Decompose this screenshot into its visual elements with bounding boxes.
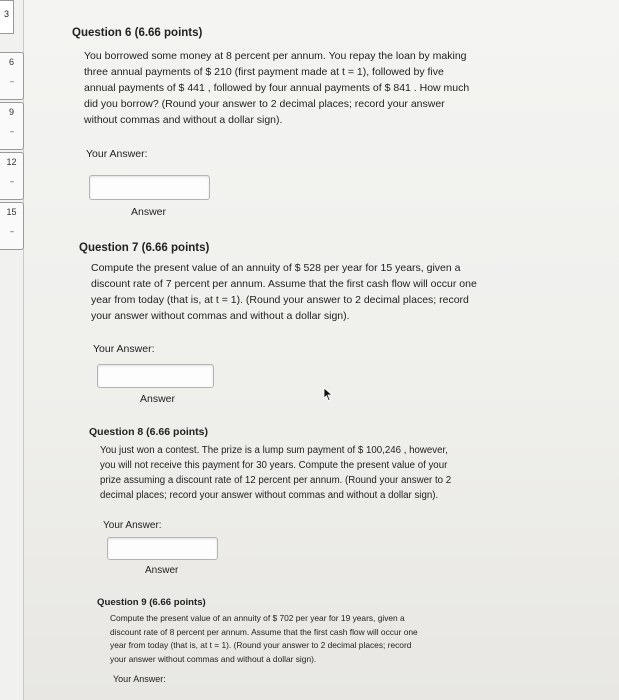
question-line: year from today (that is, at t = 1). (Round your answer to 2 decimal places; record xyxy=(110,640,412,650)
question-text xyxy=(91,260,539,324)
question-line: prize assuming a discount rate of 12 percent per annum. (Round your answer to 2 xyxy=(100,475,452,486)
answer-caption: Answer xyxy=(131,206,167,218)
question-line: discount rate of 8 percent per annum. Assume that the first cash flow will occur one xyxy=(110,626,418,637)
nav-number: 6 xyxy=(8,57,14,67)
nav-number: 12 xyxy=(6,157,17,167)
nav-status: -- xyxy=(9,177,14,186)
question-6 xyxy=(72,27,532,160)
nav-question-15[interactable] xyxy=(0,202,24,250)
answer-input[interactable] xyxy=(89,175,210,200)
question-text xyxy=(100,443,539,503)
question-line: You borrowed some money at 8 percent per annum. You repay the loan by making xyxy=(84,50,467,62)
question-line: your answer without commas and without a dollar sign). xyxy=(110,653,317,664)
current-page-flag[interactable] xyxy=(0,0,14,34)
nav-question-12[interactable] xyxy=(0,152,24,200)
nav-status: -- xyxy=(9,227,14,236)
question-title: Question 9 (6.66 points) xyxy=(97,597,206,608)
question-line: Compute the present value of an annuity of $ 702 per year for 19 years, given a xyxy=(110,613,405,623)
answer-input[interactable] xyxy=(97,364,214,388)
question-line: You just won a contest. The prize is a lump sum payment of $ 100,246 , however, xyxy=(100,445,448,456)
mouse-cursor-icon xyxy=(322,387,334,401)
answer-caption: Answer xyxy=(145,565,179,576)
question-text xyxy=(84,48,532,128)
question-line: Compute the present value of an annuity of $ 528 per year for 15 years, given a xyxy=(91,262,461,274)
nav-status: -- xyxy=(9,127,14,136)
question-line: three annual payments of $ 210 (first payment made at t = 1), followed by five xyxy=(84,66,444,78)
question-line: discount rate of 7 percent per annum. Assume that the first cash flow will occur one xyxy=(91,278,477,290)
question-7 xyxy=(79,242,539,355)
question-text xyxy=(110,612,547,666)
nav-status: -- xyxy=(9,77,14,86)
question-line: did you borrow? (Round your answer to 2 decimal places; record your answer xyxy=(84,98,445,110)
question-title: Question 7 (6.66 points) xyxy=(79,242,210,254)
your-answer-label: Your Answer: xyxy=(93,343,155,355)
question-8 xyxy=(89,426,539,531)
question-navigator xyxy=(0,0,24,700)
question-line: year from today (that is, at t = 1). (Round your answer to 2 decimal places; record xyxy=(91,294,469,306)
your-answer-label: Your Answer: xyxy=(103,520,162,531)
question-line: annual payments of $ 441 , followed by four annual payments of $ 841 . How much xyxy=(84,82,470,94)
nav-question-9[interactable] xyxy=(0,102,24,150)
answer-input[interactable] xyxy=(107,537,218,560)
current-page-number: 3 xyxy=(3,9,9,19)
question-line: decimal places; record your answer without commas and without a dollar sign). xyxy=(100,490,439,501)
nav-question-6[interactable] xyxy=(0,52,24,100)
question-title: Question 6 (6.66 points) xyxy=(72,27,203,39)
nav-number: 15 xyxy=(6,207,17,217)
nav-number: 9 xyxy=(8,107,14,117)
your-answer-label: Your Answer: xyxy=(86,148,148,160)
question-line: your answer without commas and without a dollar sign). xyxy=(91,310,350,322)
your-answer-label: Your Answer: xyxy=(113,674,166,684)
answer-caption: Answer xyxy=(140,393,176,405)
question-9 xyxy=(97,597,547,684)
question-line: without commas and without a dollar sign). xyxy=(84,114,283,126)
question-line: you will not receive this payment for 30 years. Compute the present value of your xyxy=(100,460,448,471)
question-title: Question 8 (6.66 points) xyxy=(89,426,209,438)
